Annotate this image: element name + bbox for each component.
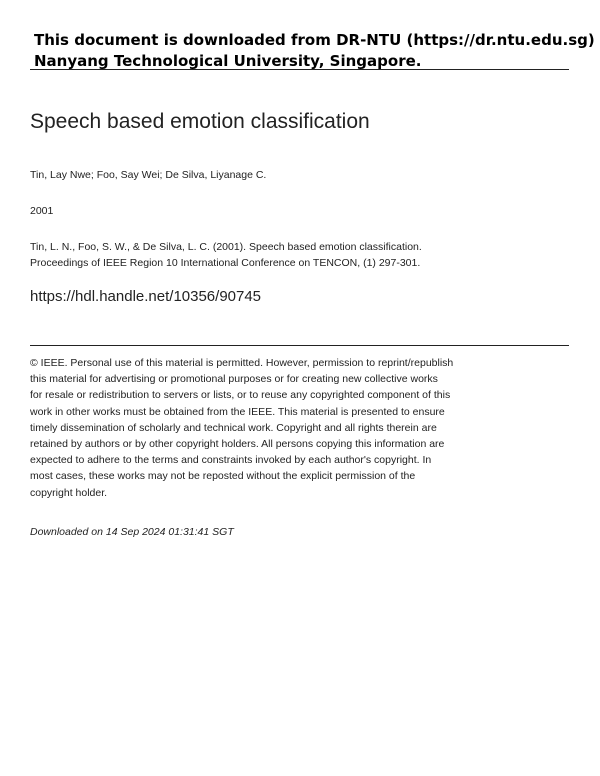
rights-statement bbox=[30, 355, 550, 501]
rights-line: timely dissemination of scholarly and technical work. Copyright and all rights therein are bbox=[30, 421, 437, 434]
rights-line: for resale or redistribution to servers or lists, or to reuse any copyrighted component of this bbox=[30, 389, 451, 402]
download-timestamp: Downloaded on 14 Sep 2024 01:31:41 SGT bbox=[30, 526, 234, 538]
rights-line: this material for advertising or promotional purposes or for creating new collective works bbox=[30, 373, 438, 386]
header-line-source[interactable]: This document is downloaded from DR-NTU (https://dr.ntu.edu.sg) bbox=[34, 31, 595, 49]
document-year: 2001 bbox=[30, 205, 54, 217]
header-line-institution: Nanyang Technological University, Singapore. bbox=[34, 52, 422, 70]
handle-link[interactable]: https://hdl.handle.net/10356/90745 bbox=[30, 288, 262, 305]
rights-line: work in other works must be obtained from the IEEE. This material is presented to ensure bbox=[30, 405, 445, 418]
citation-line: Proceedings of IEEE Region 10 International Conference on TENCON, (1) 297-301. bbox=[30, 257, 421, 269]
section-divider bbox=[30, 345, 569, 346]
document-authors: Tin, Lay Nwe; Foo, Say Wei; De Silva, Liyanage C. bbox=[30, 169, 267, 181]
rights-line: copyright holder. bbox=[30, 486, 108, 499]
rights-line: retained by authors or by other copyright holders. All persons copying this information are bbox=[30, 438, 445, 451]
rights-line: most cases, these works may not be reposted without the explicit permission of the bbox=[30, 470, 416, 483]
rights-line: expected to adhere to the terms and constraints invoked by each author's copyright. In bbox=[30, 454, 432, 467]
citation-line: Tin, L. N., Foo, S. W., & De Silva, L. C. (2001). Speech based emotion classification. bbox=[30, 241, 422, 253]
repository-header bbox=[34, 30, 595, 72]
document-title: Speech based emotion classification bbox=[30, 110, 370, 133]
rights-line: © IEEE. Personal use of this material is permitted. However, permission to reprint/republish bbox=[30, 357, 454, 369]
citation-block bbox=[30, 239, 422, 271]
header-divider bbox=[30, 69, 569, 70]
